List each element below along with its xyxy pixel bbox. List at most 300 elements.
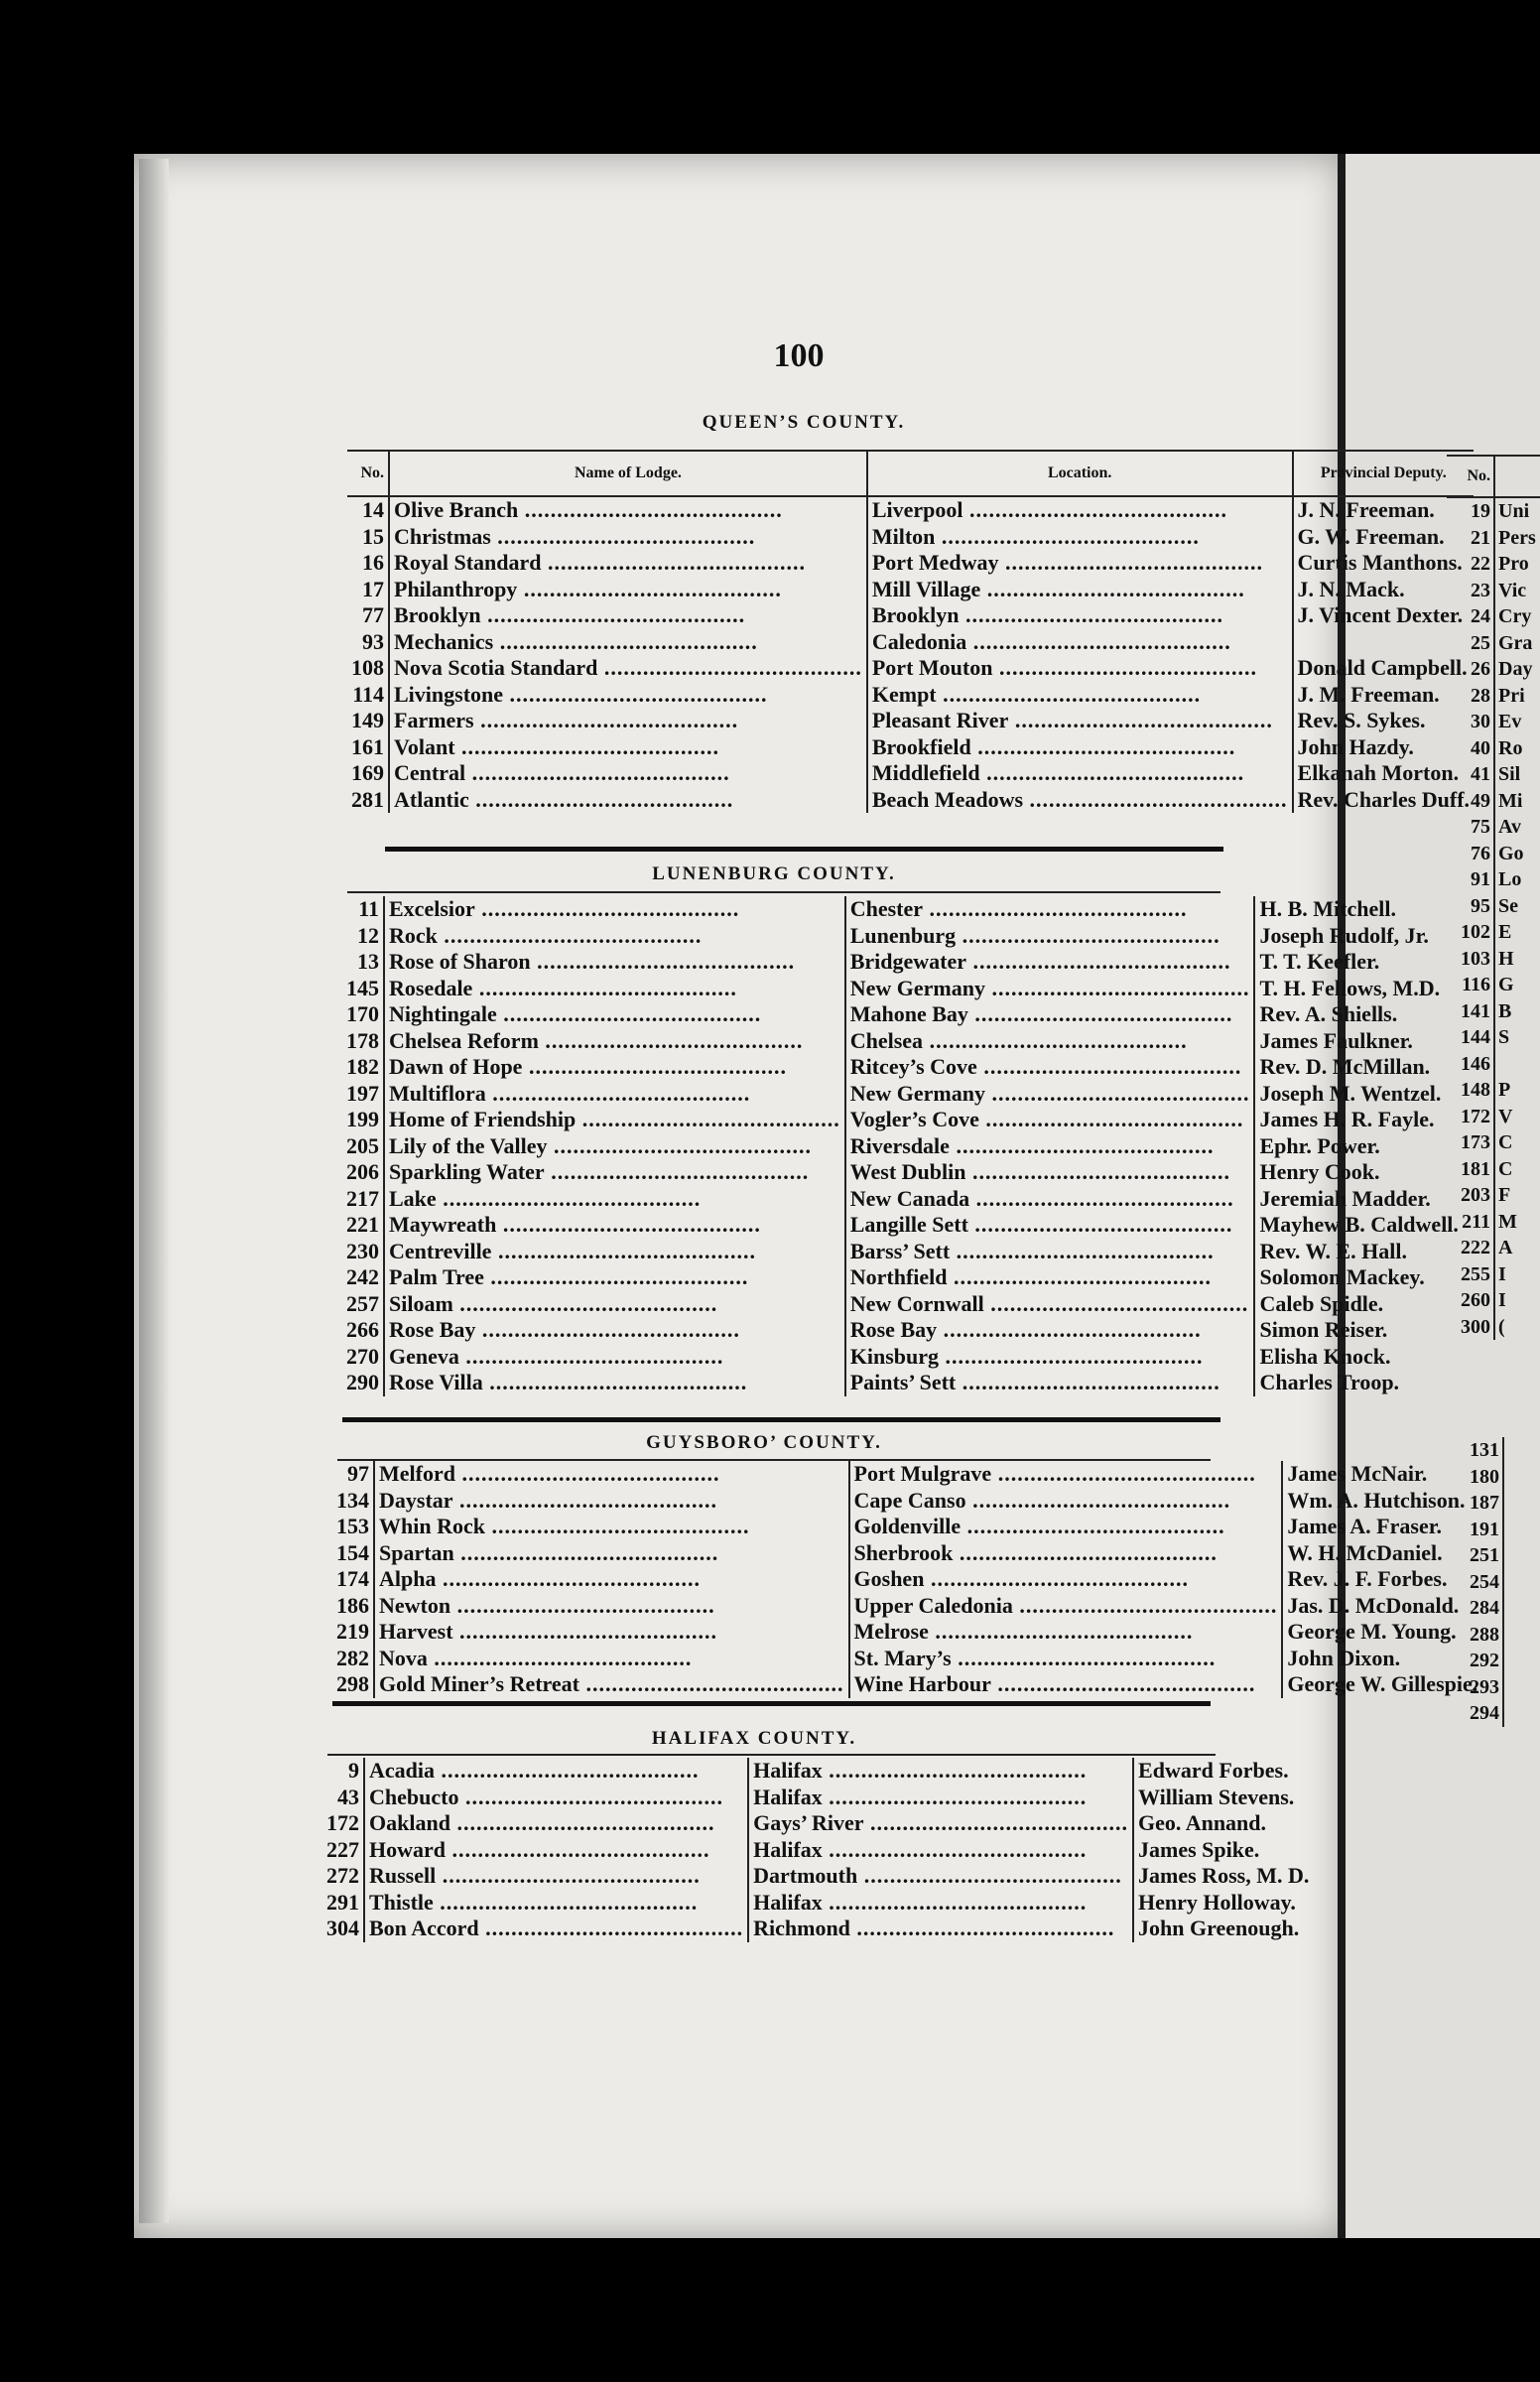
lodge-name: Bon Accord ..... [364, 1916, 748, 1942]
right-page-lodge-name: B [1498, 999, 1512, 1022]
right-page-lodge-number: 40 [1447, 735, 1494, 762]
lodge-number: 221 [342, 1212, 384, 1239]
right-page-lodge-number: 19 [1447, 497, 1494, 525]
lodge-location: Halifax ..... [748, 1785, 1133, 1811]
right-page-lodge-number: 41 [1447, 761, 1494, 788]
lodge-name: Melford ..... [374, 1461, 849, 1488]
right-page-lodge-name: H [1498, 947, 1514, 970]
table-row [347, 577, 1474, 603]
right-page-row [1447, 841, 1540, 867]
lodge-name: Farmers ..... [389, 708, 867, 734]
table-row [332, 1461, 1481, 1488]
lodge-location: New Germany ..... [845, 1081, 1255, 1108]
right-page-lodge-name: I [1498, 1289, 1506, 1311]
lodge-location: Upper Caledonia ..... [849, 1593, 1283, 1620]
header-no: No. [347, 451, 389, 496]
lodge-name: Maywreath ..... [384, 1212, 845, 1239]
table-row [332, 1514, 1481, 1540]
section-rule [332, 1701, 1211, 1706]
lodge-number: 14 [347, 496, 389, 524]
provincial-deputy: J. Vincent Dexter. [1297, 602, 1464, 627]
right-page-lodge-number: 144 [1447, 1024, 1494, 1051]
lodge-name: Rose Villa ..... [384, 1370, 845, 1396]
section-header-rule [347, 891, 1220, 893]
lodge-location: Melrose ..... [849, 1619, 1283, 1646]
right-page-lodge-name: Vic [1498, 579, 1527, 601]
lodge-location: Gays’ River ..... [748, 1810, 1133, 1837]
section-rule [385, 847, 1223, 852]
provincial-deputy: Rev. D. McMillan. [1259, 1054, 1431, 1079]
lodge-name: Central ..... [389, 760, 867, 787]
right-page-lodge-number: 22 [1447, 551, 1494, 578]
right-page-row [1447, 1156, 1540, 1183]
lodge-name: Thistle ..... [364, 1890, 748, 1917]
lodge-number: 161 [347, 734, 389, 761]
right-page-lodge-name: I [1498, 1262, 1506, 1285]
lodge-name: Mechanics ..... [389, 629, 867, 656]
section-title-guysboro: GUYSBORO’ COUNTY. [646, 1432, 882, 1453]
right-page-row [1447, 578, 1540, 604]
lodge-name: Palm Tree ..... [384, 1264, 845, 1291]
lodge-location: New Cornwall ..... [845, 1291, 1255, 1318]
right-page-lodge-name: C [1498, 1131, 1513, 1153]
table-row [342, 1264, 1463, 1291]
right-page-row [1447, 525, 1540, 552]
page-number: 100 [773, 337, 825, 374]
lodge-number: 298 [332, 1671, 374, 1698]
right-page-row [1447, 814, 1540, 841]
right-page-lodge-name: P [1498, 1079, 1511, 1101]
right-page-lodge-number: 187 [1447, 1490, 1503, 1517]
right-page-lodge-number: 292 [1447, 1648, 1503, 1674]
table-row [347, 602, 1474, 629]
table-row [347, 496, 1474, 524]
lodge-name: Chelsea Reform ..... [384, 1028, 845, 1055]
lodge-location: Chelsea ..... [845, 1028, 1255, 1055]
lodge-number: 282 [332, 1646, 374, 1672]
right-page-lodge-number: 24 [1447, 603, 1494, 630]
table-row [347, 524, 1474, 551]
provincial-deputy: Rev. Charles Duff. [1297, 786, 1471, 812]
right-page-lodge-name: Cry [1498, 605, 1532, 627]
right-page-row [1447, 735, 1540, 762]
right-page-lodge-number: 103 [1447, 946, 1494, 973]
header-location: Location. [867, 451, 1293, 496]
right-page-lodge-number: 49 [1447, 788, 1494, 815]
right-page-lodge-number: 254 [1447, 1569, 1503, 1596]
provincial-deputy: Rev. W. E. Hall. [1259, 1238, 1408, 1263]
right-page-header-no: No. [1447, 456, 1494, 497]
lodge-name: Whin Rock ..... [374, 1514, 849, 1540]
lodge-name: Rose Bay ..... [384, 1317, 845, 1344]
table-row [342, 1317, 1463, 1344]
lodge-name: Newton ..... [374, 1593, 849, 1620]
right-page-row [1447, 1235, 1540, 1261]
right-page-lodge-name: Pri [1498, 684, 1525, 707]
right-page-lodge-name: F [1498, 1184, 1511, 1206]
lodge-name: Nova ..... [374, 1646, 849, 1672]
table-row [332, 1593, 1481, 1620]
lodge-name: Alpha ..... [374, 1566, 849, 1593]
right-page-lodge-number: 26 [1447, 656, 1494, 683]
header-name: Name of Lodge. [389, 451, 867, 496]
lodge-number: 266 [342, 1317, 384, 1344]
lodge-location: Bridgewater ..... [845, 949, 1255, 976]
lodge-number: 242 [342, 1264, 384, 1291]
right-page-lodge-number: 173 [1447, 1129, 1494, 1156]
table-header-row [347, 451, 1474, 496]
table-row [322, 1758, 1313, 1785]
right-page-lodge-number: 30 [1447, 709, 1494, 735]
right-page-lodge-name: C [1498, 1157, 1513, 1180]
lodge-location: New Germany ..... [845, 976, 1255, 1002]
lodge-location: Lunenburg ..... [845, 923, 1255, 950]
lodge-number: 170 [342, 1001, 384, 1028]
lodge-location: Sherbrook ..... [849, 1540, 1283, 1567]
right-page-row [1447, 972, 1540, 998]
lodge-location: Brooklyn ..... [867, 602, 1293, 629]
lodge-table-halifax [322, 1758, 1313, 1942]
table-row [347, 708, 1474, 734]
right-page-lodge-number: 95 [1447, 893, 1494, 920]
right-page-lodge-number: 131 [1447, 1437, 1503, 1464]
right-page-lodge-number: 180 [1447, 1464, 1503, 1491]
lodge-name: Oakland ..... [364, 1810, 748, 1837]
lodge-number: 304 [322, 1916, 364, 1942]
right-page-row [1447, 1517, 1503, 1543]
page-binding-shadow [139, 159, 169, 2223]
table-row [342, 923, 1463, 950]
provincial-deputy: Joseph Rudolf, Jr. [1259, 922, 1429, 948]
provincial-deputy: Curtis Manthons. [1297, 550, 1463, 575]
lodge-number: 108 [347, 655, 389, 682]
provincial-deputy: Joseph M. Wentzel. [1259, 1080, 1442, 1106]
lodge-number: 206 [342, 1159, 384, 1186]
right-page-row [1447, 1077, 1540, 1104]
provincial-deputy: William Stevens. [1138, 1784, 1295, 1809]
lodge-name: Brooklyn ..... [389, 602, 867, 629]
right-page-lodge-number: 294 [1447, 1700, 1503, 1727]
provincial-deputy: J. M. Freeman. [1297, 681, 1440, 707]
right-page-lodge-number: 222 [1447, 1235, 1494, 1261]
provincial-deputy: George M. Young. [1287, 1619, 1457, 1644]
right-page-lodge-name: Ev [1498, 711, 1522, 732]
header-deputy: Provincial Deputy. [1293, 451, 1475, 496]
lodge-name: Multiflora ..... [384, 1081, 845, 1108]
table-row [322, 1785, 1313, 1811]
table-row [332, 1540, 1481, 1567]
table-row [347, 682, 1474, 709]
right-page-lodge-name: Ro [1498, 736, 1523, 759]
table-row [342, 1186, 1463, 1213]
right-page-row [1447, 683, 1540, 710]
right-page-lodge-number: 181 [1447, 1156, 1494, 1183]
lodge-name: Siloam ..... [384, 1291, 845, 1318]
lodge-number: 172 [322, 1810, 364, 1837]
right-page-lodge-name: Mi [1498, 789, 1523, 812]
lodge-location: Dartmouth ..... [748, 1863, 1133, 1890]
lodge-name: Lake ..... [384, 1186, 845, 1213]
table-row [322, 1916, 1313, 1942]
table-row [322, 1890, 1313, 1917]
table-row [342, 1370, 1463, 1396]
lodge-name: Rose of Sharon ..... [384, 949, 845, 976]
lodge-location: Riversdale ..... [845, 1133, 1255, 1160]
right-page-row [1447, 1287, 1540, 1314]
right-page-lodge-name: V [1498, 1105, 1513, 1127]
lodge-number: 97 [332, 1461, 374, 1488]
provincial-deputy: Elkanah Morton. [1297, 760, 1460, 785]
lodge-location: Mill Village ..... [867, 577, 1293, 603]
right-page-lodge-name: Gra [1498, 631, 1533, 654]
table-row [332, 1566, 1481, 1593]
lodge-name: Volant ..... [389, 734, 867, 761]
lodge-name: Lily of the Valley ..... [384, 1133, 845, 1160]
table-row [342, 1133, 1463, 1160]
section-title-queens: QUEEN’S COUNTY. [702, 412, 906, 433]
table-row [332, 1646, 1481, 1672]
table-row [322, 1863, 1313, 1890]
right-page-lodge-number: 76 [1447, 841, 1494, 867]
right-page-lodge-number: 300 [1447, 1314, 1494, 1341]
lodge-name: Nightingale ..... [384, 1001, 845, 1028]
provincial-deputy: Rev. A. Shiells. [1259, 1001, 1398, 1026]
lodge-number: 9 [322, 1758, 364, 1785]
right-page-row [1447, 1261, 1540, 1288]
lodge-number: 205 [342, 1133, 384, 1160]
provincial-deputy: Rev. J. F. Forbes. [1287, 1566, 1448, 1591]
lodge-number: 281 [347, 787, 389, 814]
right-page-lodge-number: 75 [1447, 814, 1494, 841]
lodge-name: Royal Standard ..... [389, 550, 867, 577]
right-page-lodge-number: 203 [1447, 1182, 1494, 1209]
lodge-location: Kinsburg ..... [845, 1344, 1255, 1371]
lodge-location: New Canada ..... [845, 1186, 1255, 1213]
table-row [347, 550, 1474, 577]
right-page-lodge-name: A [1498, 1237, 1513, 1258]
provincial-deputy: Elisha Knock. [1259, 1343, 1391, 1369]
lodge-number: 12 [342, 923, 384, 950]
lodge-number: 227 [322, 1837, 364, 1864]
table-row [347, 655, 1474, 682]
provincial-deputy: Henry Cook. [1259, 1159, 1380, 1184]
provincial-deputy: Ephr. Power. [1259, 1132, 1380, 1158]
lodge-name: Centreville ..... [384, 1239, 845, 1265]
lodge-name: Chebucto ..... [364, 1785, 748, 1811]
table-row [342, 949, 1463, 976]
lodge-name: Livingstone ..... [389, 682, 867, 709]
provincial-deputy: W. H. McDaniel. [1287, 1539, 1443, 1565]
lodge-number: 217 [342, 1186, 384, 1213]
provincial-deputy: T. H. Fellows, M.D. [1259, 975, 1441, 1000]
lodge-name: Harvest ..... [374, 1619, 849, 1646]
lodge-name: Dawn of Hope ..... [384, 1054, 845, 1081]
lodge-location: Cape Canso ..... [849, 1488, 1283, 1515]
lodge-number: 174 [332, 1566, 374, 1593]
lodge-number: 199 [342, 1107, 384, 1133]
lodge-name: Home of Friendship ..... [384, 1107, 845, 1133]
lodge-location: Halifax ..... [748, 1837, 1133, 1864]
lodge-location: Liverpool ..... [867, 496, 1293, 524]
right-page-lodge-name: ( [1498, 1315, 1505, 1338]
right-page-lodge-number: 284 [1447, 1595, 1503, 1622]
provincial-deputy: Simon Reiser. [1259, 1317, 1388, 1342]
table-row [342, 1028, 1463, 1055]
section-rule [342, 1417, 1220, 1422]
provincial-deputy: Jeremiah Madder. [1259, 1185, 1431, 1211]
provincial-deputy: Caleb Spidle. [1259, 1290, 1384, 1316]
lodge-location: Langille Sett ..... [845, 1212, 1255, 1239]
lodge-number: 182 [342, 1054, 384, 1081]
right-page-lodge-name: S [1498, 1026, 1510, 1048]
lodge-number: 169 [347, 760, 389, 787]
provincial-deputy: Mayhew B. Caldwell. [1259, 1212, 1459, 1237]
table-row [342, 1239, 1463, 1265]
right-page-lodge-name: Go [1498, 842, 1524, 864]
lodge-location: Brookfield ..... [867, 734, 1293, 761]
lodge-number: 154 [332, 1540, 374, 1567]
lodge-location: Chester ..... [845, 896, 1255, 923]
lodge-location: Goldenville ..... [849, 1514, 1283, 1540]
lodge-location: Kempt ..... [867, 682, 1293, 709]
lodge-location: Wine Harbour ..... [849, 1671, 1283, 1698]
lodge-number: 197 [342, 1081, 384, 1108]
lodge-location: Pleasant River ..... [867, 708, 1293, 734]
provincial-deputy: Wm. A. Hutchison. [1287, 1487, 1466, 1513]
lodge-name: Philanthropy ..... [389, 577, 867, 603]
lodge-name: Nova Scotia Standard ..... [389, 655, 867, 682]
provincial-deputy: John Dixon. [1287, 1645, 1401, 1670]
provincial-deputy: H. B. Mitchell. [1259, 896, 1396, 921]
lodge-name: Atlantic ..... [389, 787, 867, 814]
lodge-name: Howard ..... [364, 1837, 748, 1864]
table-row [342, 1212, 1463, 1239]
provincial-deputy: Geo. Annand. [1138, 1810, 1267, 1835]
right-page-lodge-number: 91 [1447, 866, 1494, 893]
lodge-location: Caledonia ..... [867, 629, 1293, 656]
right-page-lodge-number: 25 [1447, 630, 1494, 657]
section-title-lunenburg: LUNENBURG COUNTY. [652, 863, 896, 884]
right-page-lodge-number: 293 [1447, 1674, 1503, 1701]
lodge-location: Rose Bay ..... [845, 1317, 1255, 1344]
lodge-location: Beach Meadows ..... [867, 787, 1293, 814]
right-page-row [1447, 761, 1540, 788]
right-page-lodge-number: 23 [1447, 578, 1494, 604]
right-page-row [1447, 1622, 1503, 1649]
provincial-deputy: Solomon Mackey. [1259, 1264, 1425, 1289]
table-row [342, 1107, 1463, 1133]
table-row [332, 1488, 1481, 1515]
provincial-deputy: James McNair. [1287, 1461, 1428, 1486]
lodge-table-lunenburg [342, 896, 1463, 1396]
lodge-number: 134 [332, 1488, 374, 1515]
right-page-row [1447, 866, 1540, 893]
lodge-name: Rosedale ..... [384, 976, 845, 1002]
right-page-lodge-name: Se [1498, 894, 1518, 917]
right-page-row [1447, 1700, 1503, 1727]
lodge-number: 15 [347, 524, 389, 551]
right-page-table-bottom [1447, 1437, 1504, 1727]
table-row [342, 896, 1463, 923]
table-row [342, 1001, 1463, 1028]
right-page-lodge-number: 102 [1447, 919, 1494, 946]
right-page-lodge-number: 116 [1447, 972, 1494, 998]
table-row [347, 787, 1474, 814]
lodge-location: Vogler’s Cove ..... [845, 1107, 1255, 1133]
right-page-row [1447, 1464, 1503, 1491]
table-row [342, 1081, 1463, 1108]
lodge-location: Paints’ Sett ..... [845, 1370, 1255, 1396]
lodge-number: 290 [342, 1370, 384, 1396]
right-page-row [1447, 1051, 1540, 1078]
provincial-deputy: John Hazdy. [1297, 733, 1414, 759]
table-row [342, 1159, 1463, 1186]
right-page-lodge-number: 148 [1447, 1077, 1494, 1104]
provincial-deputy: T. T. Keefler. [1259, 949, 1380, 974]
table-row [342, 1344, 1463, 1371]
lodge-location: Halifax ..... [748, 1890, 1133, 1917]
right-page-row [1447, 893, 1540, 920]
right-page-lodge-name: Pro [1498, 553, 1529, 575]
lodge-number: 186 [332, 1593, 374, 1620]
lodge-location: Port Mouton ..... [867, 655, 1293, 682]
provincial-deputy: Charles Troop. [1259, 1370, 1400, 1394]
lodge-location: West Dublin ..... [845, 1159, 1255, 1186]
table-row [342, 1291, 1463, 1318]
right-page-table-top [1447, 455, 1540, 1340]
lodge-name: Russell ..... [364, 1863, 748, 1890]
lodge-location: Mahone Bay ..... [845, 1001, 1255, 1028]
provincial-deputy: J. N. Freeman. [1297, 497, 1435, 522]
right-page-lodge-number: 21 [1447, 525, 1494, 552]
right-page-lodge-number: 251 [1447, 1542, 1503, 1569]
lodge-location: Barss’ Sett ..... [845, 1239, 1255, 1265]
right-page-row [1447, 603, 1540, 630]
provincial-deputy: J. N. Mack. [1297, 576, 1405, 601]
right-page-row [1447, 1129, 1540, 1156]
right-page-row [1447, 946, 1540, 973]
lodge-number: 77 [347, 602, 389, 629]
right-page-row [1447, 1104, 1540, 1130]
lodge-number: 145 [342, 976, 384, 1002]
lodge-number: 291 [322, 1890, 364, 1917]
provincial-deputy: Rev. S. Sykes. [1297, 708, 1426, 732]
right-page-row [1447, 1182, 1540, 1209]
right-page-row [1447, 1595, 1503, 1622]
right-page-lodge-number: 141 [1447, 998, 1494, 1025]
lodge-table-queens [347, 450, 1474, 813]
right-page-row [1447, 656, 1540, 683]
right-page-row [1447, 1024, 1540, 1051]
lodge-number: 153 [332, 1514, 374, 1540]
right-page-row [1447, 919, 1540, 946]
right-page-row [1447, 1569, 1503, 1596]
lodge-number: 43 [322, 1785, 364, 1811]
table-row [342, 976, 1463, 1002]
lodge-number: 272 [322, 1863, 364, 1890]
right-page-lodge-name: M [1498, 1210, 1517, 1233]
lodge-name: Christmas ..... [389, 524, 867, 551]
lodge-location: Richmond ..... [748, 1916, 1133, 1942]
right-page-lodge-number: 191 [1447, 1517, 1503, 1543]
table-row [347, 734, 1474, 761]
lodge-table-guysboro [332, 1461, 1481, 1698]
table-row [332, 1671, 1481, 1698]
lodge-name: Geneva ..... [384, 1344, 845, 1371]
lodge-location: Port Mulgrave ..... [849, 1461, 1283, 1488]
lodge-location: Goshen ..... [849, 1566, 1283, 1593]
right-page-lodge-number: 288 [1447, 1622, 1503, 1649]
